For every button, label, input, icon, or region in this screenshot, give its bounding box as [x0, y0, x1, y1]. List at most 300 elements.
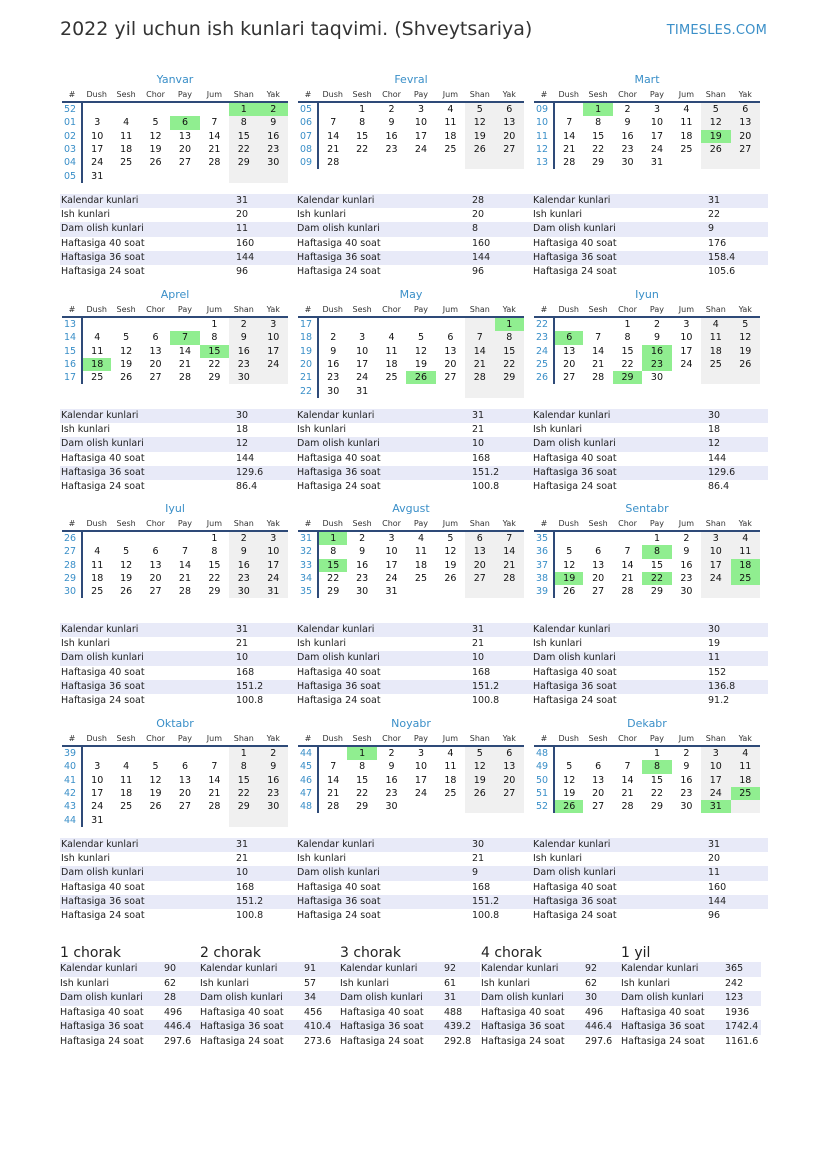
- day-cell: 3: [683, 319, 690, 331]
- week-number: 41: [64, 774, 77, 786]
- day-cell: 24: [650, 144, 664, 156]
- weekday-header: Chor: [141, 88, 170, 102]
- quarter-value: 496: [585, 1006, 604, 1018]
- day-cell: 22: [318, 572, 347, 585]
- day-cell: 23: [680, 573, 693, 585]
- day-cell: 18: [731, 774, 760, 787]
- month-stats: [296, 409, 532, 494]
- empty-cell: [731, 156, 760, 169]
- quarter-value: 92: [585, 963, 598, 974]
- day-cell: 9: [388, 117, 395, 129]
- quarter-label: Haftasiga 40 soat: [60, 1006, 144, 1018]
- weekday-header: Dush: [554, 517, 583, 531]
- stat-value: 31: [236, 195, 249, 206]
- week-number: 04: [64, 157, 77, 169]
- day-cell: 22: [650, 788, 664, 800]
- quarter-row: [200, 1020, 340, 1035]
- month-stats: [60, 623, 296, 708]
- day-cell: 27: [495, 787, 524, 800]
- day-cell: 13: [178, 774, 192, 786]
- stat-value: 18: [236, 424, 249, 436]
- day-cell: 2: [318, 331, 347, 344]
- day-cell: 2: [388, 104, 395, 116]
- month-yanvar: [62, 72, 288, 183]
- week-number: 49: [536, 761, 549, 773]
- week-number: 19: [300, 345, 313, 357]
- day-cell: 6: [152, 332, 159, 344]
- week-row: [298, 116, 524, 129]
- month-mart: [534, 72, 760, 169]
- day-cell: 12: [120, 345, 133, 357]
- day-cell: 15: [318, 559, 347, 572]
- day-cell: 22: [229, 787, 258, 800]
- day-cell: 31: [701, 800, 730, 813]
- quarter-row: [60, 1006, 200, 1021]
- day-cell: 28: [465, 371, 494, 384]
- day-cell: 26: [120, 586, 133, 598]
- stat-row: [60, 222, 296, 236]
- stat-label: Ish kunlari: [297, 853, 347, 865]
- day-cell: 11: [701, 331, 730, 344]
- weekday-header: Sesh: [583, 88, 612, 102]
- day-cell: 11: [444, 117, 457, 129]
- day-cell: 18: [120, 788, 133, 800]
- day-cell: 16: [229, 345, 258, 358]
- day-cell: 18: [680, 130, 693, 142]
- quarter-value: 297.6: [164, 1035, 192, 1047]
- day-cell: 18: [82, 358, 111, 371]
- quarter-label: Haftasiga 24 soat: [340, 1035, 424, 1047]
- empty-cell: [377, 156, 406, 169]
- empty-cell: [465, 384, 494, 397]
- month-may: [298, 287, 524, 398]
- day-cell: 26: [406, 371, 435, 384]
- stat-value: 8: [472, 223, 479, 235]
- weekday-header: Sesh: [347, 88, 376, 102]
- quarter-value: 496: [164, 1006, 183, 1018]
- month-name: Dekabr: [627, 717, 667, 730]
- day-cell: 17: [701, 774, 730, 787]
- day-cell: 23: [318, 371, 347, 384]
- stat-label: Haftasiga 36 soat: [533, 251, 617, 263]
- day-cell: 13: [465, 545, 494, 558]
- month-calendar: [534, 88, 760, 169]
- stat-label: Dam olish kunlari: [533, 867, 616, 879]
- quarter-row: [340, 962, 480, 977]
- day-cell: 4: [701, 317, 730, 331]
- stat-value: 20: [472, 209, 485, 221]
- weekday-header: Dush: [554, 732, 583, 746]
- day-cell: 9: [359, 546, 366, 558]
- stat-label: Haftasiga 36 soat: [297, 251, 381, 263]
- day-cell: 17: [356, 359, 369, 371]
- week-row: [534, 585, 760, 598]
- day-cell: 2: [683, 533, 690, 545]
- day-cell: 9: [259, 760, 288, 773]
- day-cell: 19: [414, 359, 428, 371]
- quarter-label: Kalendar kunlari: [60, 963, 138, 974]
- week-row: [298, 331, 524, 344]
- stat-label: Haftasiga 24 soat: [533, 909, 617, 921]
- week-number: 07: [300, 130, 313, 142]
- month-calendar: [298, 517, 524, 598]
- empty-cell: [554, 317, 583, 331]
- stat-value: 21: [472, 638, 485, 650]
- day-cell: 22: [642, 572, 671, 585]
- weekday-header: Pay: [642, 517, 671, 531]
- day-cell: 13: [149, 559, 162, 571]
- stat-value: 168: [472, 881, 491, 893]
- quarter-label: Ish kunlari: [60, 977, 110, 989]
- day-cell: 23: [229, 572, 258, 585]
- weekday-header: Dush: [82, 303, 111, 317]
- day-cell: 24: [385, 573, 398, 585]
- day-cell: 28: [621, 586, 634, 598]
- stat-row: [296, 237, 532, 251]
- week-row: [62, 331, 288, 344]
- stat-row: [60, 909, 296, 923]
- day-cell: 14: [554, 130, 583, 143]
- day-cell: 30: [680, 586, 693, 598]
- day-cell: 3: [653, 104, 660, 116]
- day-cell: 25: [385, 372, 398, 384]
- stat-row: [60, 852, 296, 866]
- week-number: 48: [300, 801, 313, 813]
- empty-cell: [141, 813, 170, 826]
- day-cell: 26: [465, 143, 494, 156]
- weekday-header: Chor: [141, 303, 170, 317]
- day-cell: 2: [229, 317, 258, 331]
- quarter-value: 1161.6: [725, 1035, 759, 1047]
- stat-value: 100.8: [472, 694, 500, 706]
- day-cell: 2: [229, 531, 258, 545]
- month-name: Fevral: [394, 73, 428, 86]
- day-cell: 3: [701, 531, 730, 545]
- week-number: 24: [536, 345, 549, 357]
- week-row: [298, 143, 524, 156]
- day-cell: 6: [465, 531, 494, 545]
- empty-cell: [583, 317, 612, 331]
- empty-cell: [318, 317, 347, 331]
- stat-label: Haftasiga 24 soat: [61, 909, 145, 921]
- day-cell: 15: [229, 774, 258, 787]
- empty-cell: [141, 531, 170, 545]
- weekday-header: Sesh: [583, 303, 612, 317]
- day-cell: 23: [259, 143, 288, 156]
- month-aprel: [62, 287, 288, 384]
- week-row: [298, 358, 524, 371]
- day-cell: 16: [680, 559, 693, 571]
- day-cell: 5: [701, 102, 730, 116]
- stat-row: [532, 838, 768, 852]
- weekday-header: Chor: [141, 517, 170, 531]
- stat-row: [532, 480, 768, 494]
- day-cell: 22: [229, 143, 258, 156]
- week-row: [62, 572, 288, 585]
- stat-row: [60, 480, 296, 494]
- stat-row: [532, 237, 768, 251]
- day-cell: 13: [731, 116, 760, 129]
- day-cell: 9: [388, 761, 395, 773]
- month-calendar: [534, 517, 760, 598]
- empty-cell: [347, 317, 376, 331]
- day-cell: 25: [680, 144, 693, 156]
- week-row: [534, 345, 760, 358]
- day-cell: 19: [149, 788, 162, 800]
- stat-value: 10: [472, 438, 485, 450]
- stat-row: [532, 251, 768, 265]
- stat-label: Kalendar kunlari: [533, 195, 611, 206]
- week-row: [534, 143, 760, 156]
- weekday-header: Shan: [465, 88, 494, 102]
- quarter-value: 31: [444, 992, 457, 1004]
- day-cell: 3: [82, 116, 111, 129]
- empty-cell: [406, 384, 435, 397]
- day-cell: 3: [259, 531, 288, 545]
- weekday-header: Chor: [377, 732, 406, 746]
- quarter-label: Kalendar kunlari: [481, 963, 559, 974]
- stat-value: 144: [236, 251, 255, 263]
- month-iyul: [62, 501, 288, 598]
- empty-cell: [82, 531, 111, 545]
- stat-row: [60, 637, 296, 651]
- week-row: [298, 760, 524, 773]
- quarter-row: [200, 1035, 340, 1050]
- day-cell: 13: [444, 345, 457, 357]
- day-cell: 24: [680, 359, 693, 371]
- day-cell: 28: [495, 572, 524, 585]
- week-number: 39: [64, 748, 77, 760]
- day-cell: 29: [229, 156, 258, 169]
- day-cell: 8: [359, 761, 366, 773]
- day-cell: 19: [120, 573, 133, 585]
- day-cell: 14: [318, 130, 347, 143]
- day-cell: 22: [592, 144, 605, 156]
- day-cell: 30: [229, 371, 258, 384]
- stat-row: [296, 222, 532, 236]
- week-row: [534, 746, 760, 760]
- day-cell: 4: [417, 533, 424, 545]
- weekday-header: Shan: [229, 303, 258, 317]
- stat-label: Ish kunlari: [61, 424, 111, 436]
- day-cell: 5: [123, 546, 130, 558]
- stat-row: [60, 466, 296, 480]
- day-cell: 27: [592, 801, 605, 813]
- stat-row: [532, 637, 768, 651]
- stat-row: [532, 852, 768, 866]
- day-cell: 9: [653, 332, 660, 344]
- week-number: 35: [536, 533, 549, 545]
- stat-value: 100.8: [472, 480, 500, 492]
- day-cell: 26: [701, 143, 730, 156]
- week-row: [534, 760, 760, 773]
- stat-label: Haftasiga 40 soat: [61, 881, 145, 893]
- day-cell: 5: [152, 117, 159, 129]
- week-row: [534, 787, 760, 800]
- stat-label: Haftasiga 24 soat: [61, 265, 145, 277]
- quarter-value: 1742.4: [725, 1021, 759, 1033]
- empty-cell: [200, 813, 229, 826]
- weekday-header: Pay: [170, 88, 199, 102]
- day-cell: 6: [170, 116, 199, 129]
- stat-row: [60, 409, 296, 423]
- stat-label: Ish kunlari: [61, 853, 111, 865]
- day-cell: 11: [385, 345, 398, 357]
- stat-value: 144: [236, 452, 255, 464]
- day-cell: 25: [120, 157, 133, 169]
- stat-value: 19: [708, 638, 721, 650]
- quarter-label: Dam olish kunlari: [60, 992, 143, 1004]
- site-link[interactable]: TIMESLES.COM: [666, 23, 767, 38]
- day-cell: 1: [229, 746, 258, 760]
- day-cell: 7: [211, 117, 218, 129]
- stat-value: 31: [708, 839, 721, 850]
- day-cell: 27: [495, 143, 524, 156]
- stat-value: 30: [708, 624, 721, 635]
- quarter-label: Haftasiga 36 soat: [481, 1021, 565, 1033]
- empty-cell: [465, 156, 494, 169]
- week-row: [62, 371, 288, 384]
- day-cell: 1: [653, 533, 660, 545]
- weekday-header: Sesh: [347, 732, 376, 746]
- day-cell: 25: [701, 358, 730, 371]
- empty-cell: [82, 102, 111, 116]
- stat-row: [296, 466, 532, 480]
- weekday-header: Shan: [465, 732, 494, 746]
- week-row: [298, 156, 524, 169]
- stat-row: [296, 909, 532, 923]
- week-number: 33: [300, 559, 313, 571]
- day-cell: 20: [149, 359, 162, 371]
- weekday-header: Jum: [672, 732, 701, 746]
- week-number: 23: [536, 332, 549, 344]
- stat-value: 160: [708, 881, 727, 893]
- day-cell: 10: [82, 774, 111, 787]
- day-cell: 12: [120, 559, 133, 571]
- day-cell: 26: [149, 801, 162, 813]
- day-cell: 27: [465, 572, 494, 585]
- month-stats: [60, 194, 296, 279]
- week-row: [62, 585, 288, 598]
- stat-label: Dam olish kunlari: [61, 223, 144, 235]
- weekday-header: #: [298, 517, 318, 531]
- stat-label: Haftasiga 24 soat: [297, 480, 381, 492]
- stat-value: 11: [708, 652, 721, 664]
- stat-value: 21: [236, 638, 249, 650]
- day-cell: 19: [149, 144, 162, 156]
- stat-value: 168: [236, 666, 255, 678]
- quarter-value: 410.4: [304, 1021, 332, 1033]
- day-cell: 20: [178, 788, 192, 800]
- stat-value: 151.2: [472, 466, 500, 478]
- month-iyun: [534, 287, 760, 384]
- day-cell: 11: [731, 760, 760, 773]
- stat-row: [296, 895, 532, 909]
- empty-cell: [259, 169, 288, 182]
- day-cell: 6: [595, 546, 602, 558]
- day-cell: 1: [318, 531, 347, 545]
- day-cell: 23: [229, 358, 258, 371]
- weekday-header: #: [534, 303, 554, 317]
- week-row: [298, 345, 524, 358]
- day-cell: 23: [385, 144, 398, 156]
- day-cell: 30: [385, 801, 398, 813]
- month-stats: [532, 409, 768, 494]
- empty-cell: [377, 384, 406, 397]
- stat-value: 144: [708, 895, 727, 907]
- day-cell: 24: [82, 156, 111, 169]
- day-cell: 7: [554, 116, 583, 129]
- day-cell: 6: [495, 102, 524, 116]
- stat-row: [60, 666, 296, 680]
- weekday-header: Shan: [701, 732, 730, 746]
- weekday-header: Dush: [318, 303, 347, 317]
- stat-value: 9: [472, 867, 479, 879]
- stat-row: [60, 838, 296, 852]
- week-number: 09: [536, 104, 549, 116]
- day-cell: 21: [621, 573, 634, 585]
- day-cell: 11: [414, 546, 428, 558]
- month-noyabr: [298, 716, 524, 813]
- empty-cell: [554, 531, 583, 545]
- weekday-header: Shan: [701, 517, 730, 531]
- quarter-row: [481, 1020, 621, 1035]
- stat-value: 10: [472, 652, 485, 664]
- stat-row: [60, 694, 296, 708]
- week-number: 11: [536, 130, 549, 142]
- stat-row: [532, 208, 768, 222]
- day-cell: 13: [178, 130, 192, 142]
- day-cell: 3: [417, 748, 424, 760]
- empty-cell: [672, 156, 701, 169]
- stat-row: [60, 680, 296, 694]
- day-cell: 7: [624, 761, 631, 773]
- day-cell: 21: [621, 788, 634, 800]
- quarter-label: Haftasiga 40 soat: [481, 1006, 565, 1018]
- day-cell: 19: [444, 559, 457, 571]
- weekday-header: Yak: [495, 303, 524, 317]
- day-cell: 8: [229, 116, 258, 129]
- weekday-header: Dush: [82, 88, 111, 102]
- day-cell: 20: [495, 774, 524, 787]
- weekday-header: Pay: [642, 88, 671, 102]
- day-cell: 14: [592, 345, 605, 357]
- stat-label: Haftasiga 40 soat: [533, 666, 617, 678]
- weekday-header: Chor: [141, 732, 170, 746]
- week-number: 14: [64, 332, 77, 344]
- week-number: 02: [64, 130, 77, 142]
- week-number: 34: [300, 573, 313, 585]
- stat-label: Haftasiga 36 soat: [61, 895, 145, 907]
- quarter-row: [621, 962, 761, 977]
- day-cell: 13: [149, 345, 162, 357]
- stat-label: Haftasiga 40 soat: [61, 237, 145, 249]
- empty-cell: [111, 169, 140, 182]
- stat-label: Dam olish kunlari: [61, 438, 144, 450]
- stat-row: [60, 452, 296, 466]
- weekday-header: Pay: [406, 303, 435, 317]
- stat-label: Kalendar kunlari: [61, 839, 139, 850]
- day-cell: 22: [208, 573, 221, 585]
- day-cell: 9: [683, 546, 690, 558]
- stat-row: [532, 680, 768, 694]
- empty-cell: [111, 746, 140, 760]
- week-row: [534, 102, 760, 116]
- day-cell: 25: [82, 585, 111, 598]
- quarter-label: Ish kunlari: [621, 977, 671, 989]
- day-cell: 2: [259, 102, 288, 116]
- day-cell: 29: [592, 157, 605, 169]
